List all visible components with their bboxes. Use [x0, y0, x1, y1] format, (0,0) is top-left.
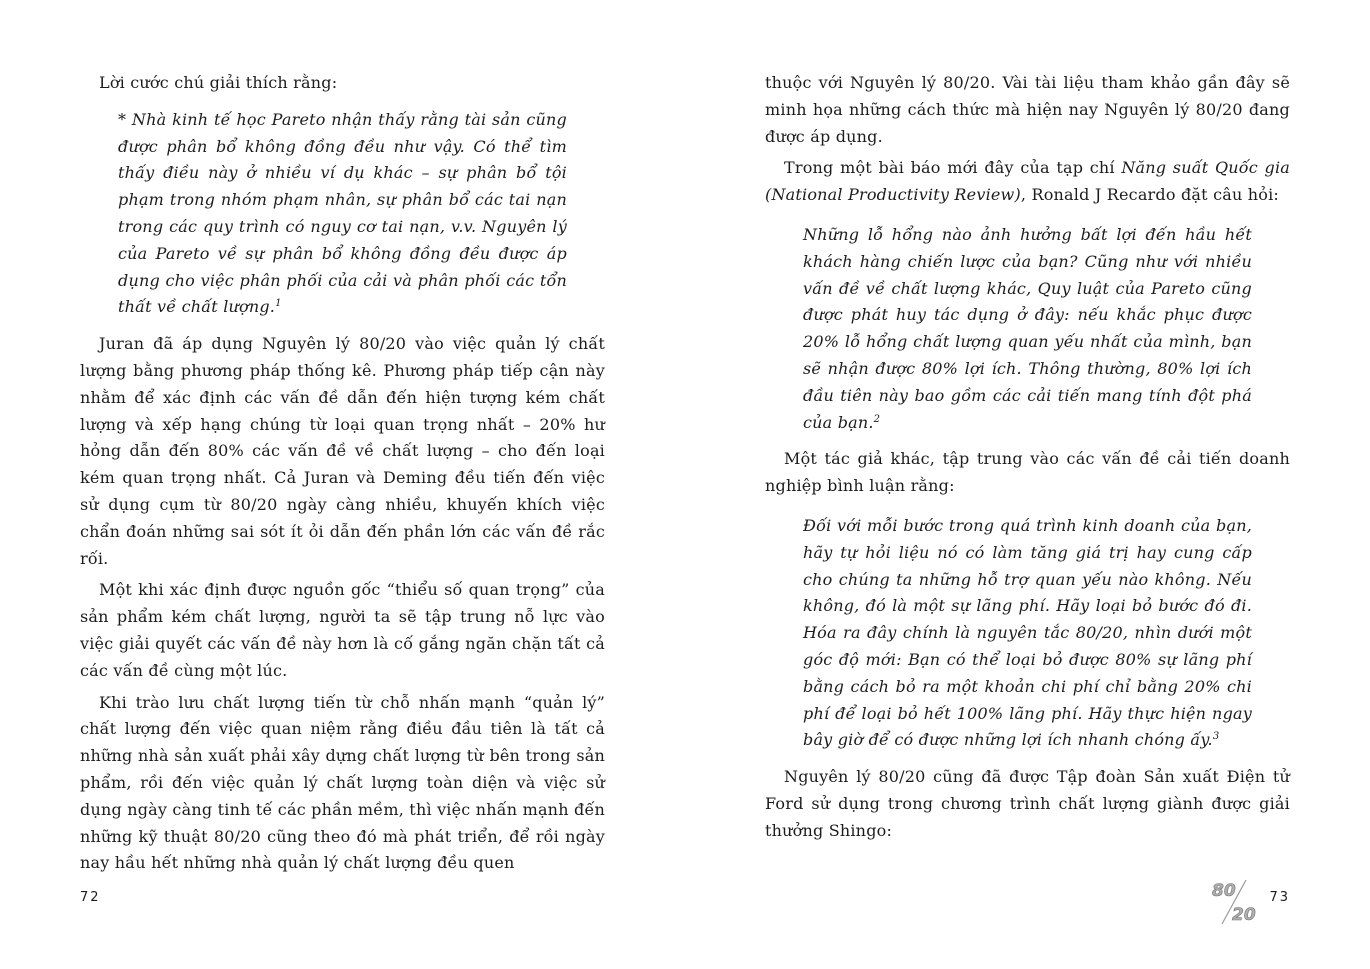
left-page	[80, 0, 605, 969]
page-number-left: 72	[80, 890, 101, 905]
right-page-content	[765, 70, 1290, 850]
footnote-ref-3: 3	[1212, 731, 1220, 743]
footnote-intro: Lời cước chú giải thích rằng:	[99, 73, 338, 92]
pareto-footnote-quote	[118, 107, 567, 321]
paragraph-recardo	[765, 155, 1290, 209]
logo-bottom-number: 20	[1232, 905, 1256, 925]
paragraph-continuation: thuộc với Nguyên lý 80/20. Vài tài liệu tham khảo gần đây sẽ minh họa những cách thức mà hiện nay Nguyên lý 80/20 đang được áp dụng.	[765, 73, 1290, 146]
page-number-right: 73	[1269, 890, 1290, 905]
paragraph-ford: Nguyên lý 80/20 cũng đã được Tập đoàn Sản xuất Điện tử Ford sử dụng trong chương trình chất lượng giành được giải thưởng Shingo:	[765, 767, 1290, 840]
pareto-quote-text: * Nhà kinh tế học Pareto nhận thấy rằng tài sản cũng được phân bổ không đồng đều như vậy. Có thể tìm thấy điều này ở nhiều ví dụ khác – sự phân bổ tội phạm trong nhóm phạm nhân, sự phân bổ các tai nạn trong các quy trình có nguy cơ tai nạn, v.v. Nguyên lý của Pareto về sự phân bổ không đồng đều được áp dụng cho việc phân phối của cải và phân phối các tổn thất về chất lượng.	[118, 109, 567, 317]
recardo-quote	[803, 222, 1252, 436]
paragraph-vital-few: Một khi xác định được nguồn gốc “thiểu số quan trọng” của sản phẩm kém chất lượng, người ta sẽ tập trung nỗ lực vào việc giải quyết các vấn đề này hơn là cố gắng ngăn chặn tất cả các vấn đề cùng một lúc.	[80, 580, 605, 680]
logo-top-number: 80	[1212, 881, 1236, 901]
paragraph-another-author: Một tác giả khác, tập trung vào các vấn đề cải tiến doanh nghiệp bình luận rằng:	[765, 449, 1290, 496]
recardo-text-before: Trong một bài báo mới đây của tạp chí	[784, 158, 1122, 178]
waste-quote-text: Đối với mỗi bước trong quá trình kinh doanh của bạn, hãy tự hỏi liệu nó có làm tăng giá trị hay cung cấp cho chúng ta những hỗ trợ quan yếu nào không. Nếu không, đó là một sự lãng phí. Hãy loại bỏ bước đó đi. Hóa ra đây chính là nguyên tắc 80/20, nhìn dưới một góc độ mới: Bạn có thể loại bỏ được 80% sự lãng phí bằng cách bỏ ra một khoản chi phí chỉ bằng 20% chi phí để loại bỏ hết 100% lãng phí. Hãy thực hiện ngay bây giờ để có được những lợi ích nhanh chóng ấy.	[803, 515, 1252, 750]
journal-title: Năng suất Quốc gia (National Productivity Review)	[765, 158, 1291, 205]
8020-logo-icon	[1212, 878, 1260, 926]
paragraph-juran: Juran đã áp dụng Nguyên lý 80/20 vào việc quản lý chất lượng bằng phương pháp thống kê. Phương pháp tiếp cận này nhằm để xác định các vấn đề dẫn đến hiện tượng kém chất lượng và xếp hạng chúng từ loại quan trọng nhất – 20% hư hỏng dẫn đến 80% các vấn đề về chất lượng – cho đến loại kém quan trọng nhất. Cả Juran và Deming đều tiến đến việc sử dụng cụm từ 80/20 ngày càng nhiều, khuyến khích việc chẩn đoán những sai sót ít ỏi dẫn đến phần lớn các vấn đề rắc rối.	[80, 334, 605, 568]
left-page-content	[80, 70, 605, 882]
right-page	[765, 0, 1290, 969]
recardo-quote-text: Những lỗ hổng nào ảnh hưởng bất lợi đến hầu hết khách hàng chiến lược của bạn? Cũng như với nhiều vấn đề về chất lượng khác, Quy luật của Pareto cũng được phát huy tác dụng ở đây: nếu khắc phục được 20% lỗ hổng chất lượng quan yếu nhất của mình, bạn sẽ nhận được 80% lợi ích. Thông thường, 80% lợi ích đầu tiên này bao gồm các cải tiến mang tính đột phá của bạn.	[803, 224, 1252, 432]
recardo-text-after: , Ronald J Recardo đặt câu hỏi:	[1020, 185, 1280, 205]
waste-quote	[803, 513, 1252, 754]
paragraph-quality-movement: Khi trào lưu chất lượng tiến từ chỗ nhấn mạnh “quản lý” chất lượng đến việc quan niệm rằng điều đầu tiên là tất cả những nhà sản xuất phải xây dựng chất lượng từ bên trong sản phẩm, rồi đến việc quản lý chất lượng toàn diện và việc sử dụng ngày càng tinh tế các phần mềm, thì việc nhấn mạnh đến những kỹ thuật 80/20 cũng theo đó mà phát triển, để rồi ngày nay hầu hết những nhà quản lý chất lượng đều quen	[80, 692, 605, 873]
footnote-ref-2: 2	[873, 413, 881, 425]
footnote-ref-1: 1	[275, 298, 282, 310]
